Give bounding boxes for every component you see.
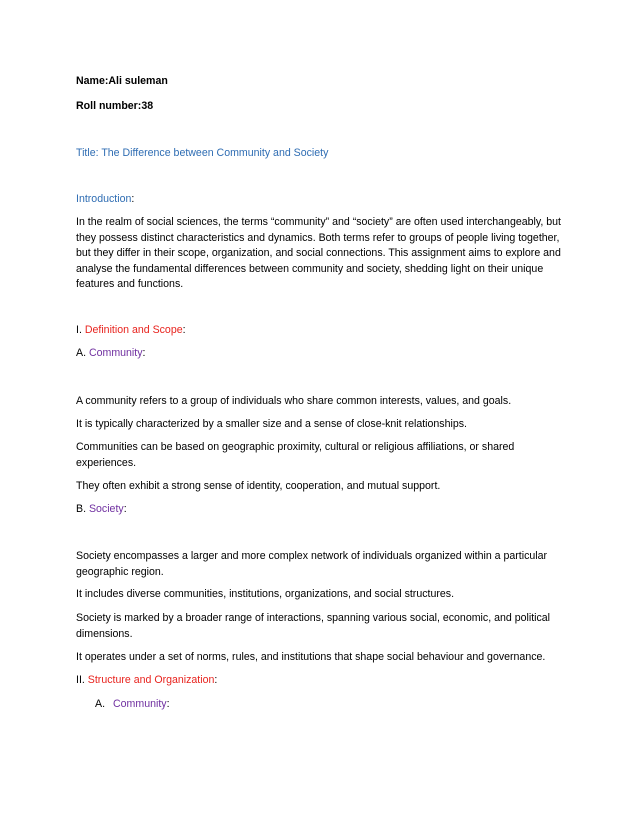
section1-prefix: I. [76, 324, 85, 336]
section1-society-prefix: B. [76, 503, 89, 515]
section2-community-heading: Community [113, 698, 167, 710]
intro-heading-punct: : [131, 193, 135, 205]
society-point-3: Society is marked by a broader range of interactions, spanning various social, economic, and political dimensions. [76, 612, 551, 640]
section1-heading-line [76, 323, 566, 339]
community-point-3: Communities can be based on geographic proximity, cultural or religious affiliations, or shared experiences. [76, 441, 515, 469]
intro-heading-line [76, 192, 566, 208]
section1-society-heading: Society [88, 503, 124, 515]
section1-community-heading-line [76, 346, 566, 362]
society-point-2: It includes diverse communities, institutions, organizations, and social structures. [76, 588, 455, 600]
section1-heading: Definition and Scope [84, 324, 183, 336]
intro-heading: Introduction [76, 193, 132, 205]
section1-society-punct: : [123, 503, 127, 515]
section2-prefix: II. [76, 674, 88, 686]
section2-community-marker: A. [95, 698, 106, 710]
document-title: Title: The Difference between Community and Society [76, 147, 329, 159]
community-point-1: A community refers to a group of individuals who share common interests, values, and goals. [76, 395, 512, 407]
section1-society-heading-line [76, 502, 566, 518]
community-point-4: They often exhibit a strong sense of identity, cooperation, and mutual support. [76, 480, 441, 492]
community-point-2: It is typically characterized by a smaller size and a sense of close-knit relationships. [76, 418, 467, 430]
section1-community-heading: Community [88, 347, 143, 359]
section2-community-punct: : [166, 698, 170, 710]
society-point-1: Society encompasses a larger and more complex network of individuals organized within a particular geographic region. [76, 550, 548, 578]
roll-number: Roll number:38 [76, 100, 154, 112]
section1-punct: : [182, 324, 186, 336]
section1-community-punct: : [142, 347, 146, 359]
intro-paragraph: In the realm of social sciences, the terms “community” and “society” are often used interchangeably, but they possess distinct characteristics and dynamics. Both terms refer to groups of people living together, but they differ in their scope, organization, and social connections. This assignment aims to explore and analyse the fundamental differences between community and society, shedding light on their unique features and functions. [76, 216, 561, 290]
section2-community-heading-line [95, 697, 585, 713]
section2-heading: Structure and Organization [87, 674, 215, 686]
section2-punct: : [214, 674, 218, 686]
section2-heading-line [76, 673, 566, 689]
society-point-4: It operates under a set of norms, rules, and institutions that shape social behaviour and governance. [76, 651, 546, 663]
student-name: Name:Ali suleman [76, 75, 168, 87]
section1-community-prefix: A. [76, 347, 89, 359]
